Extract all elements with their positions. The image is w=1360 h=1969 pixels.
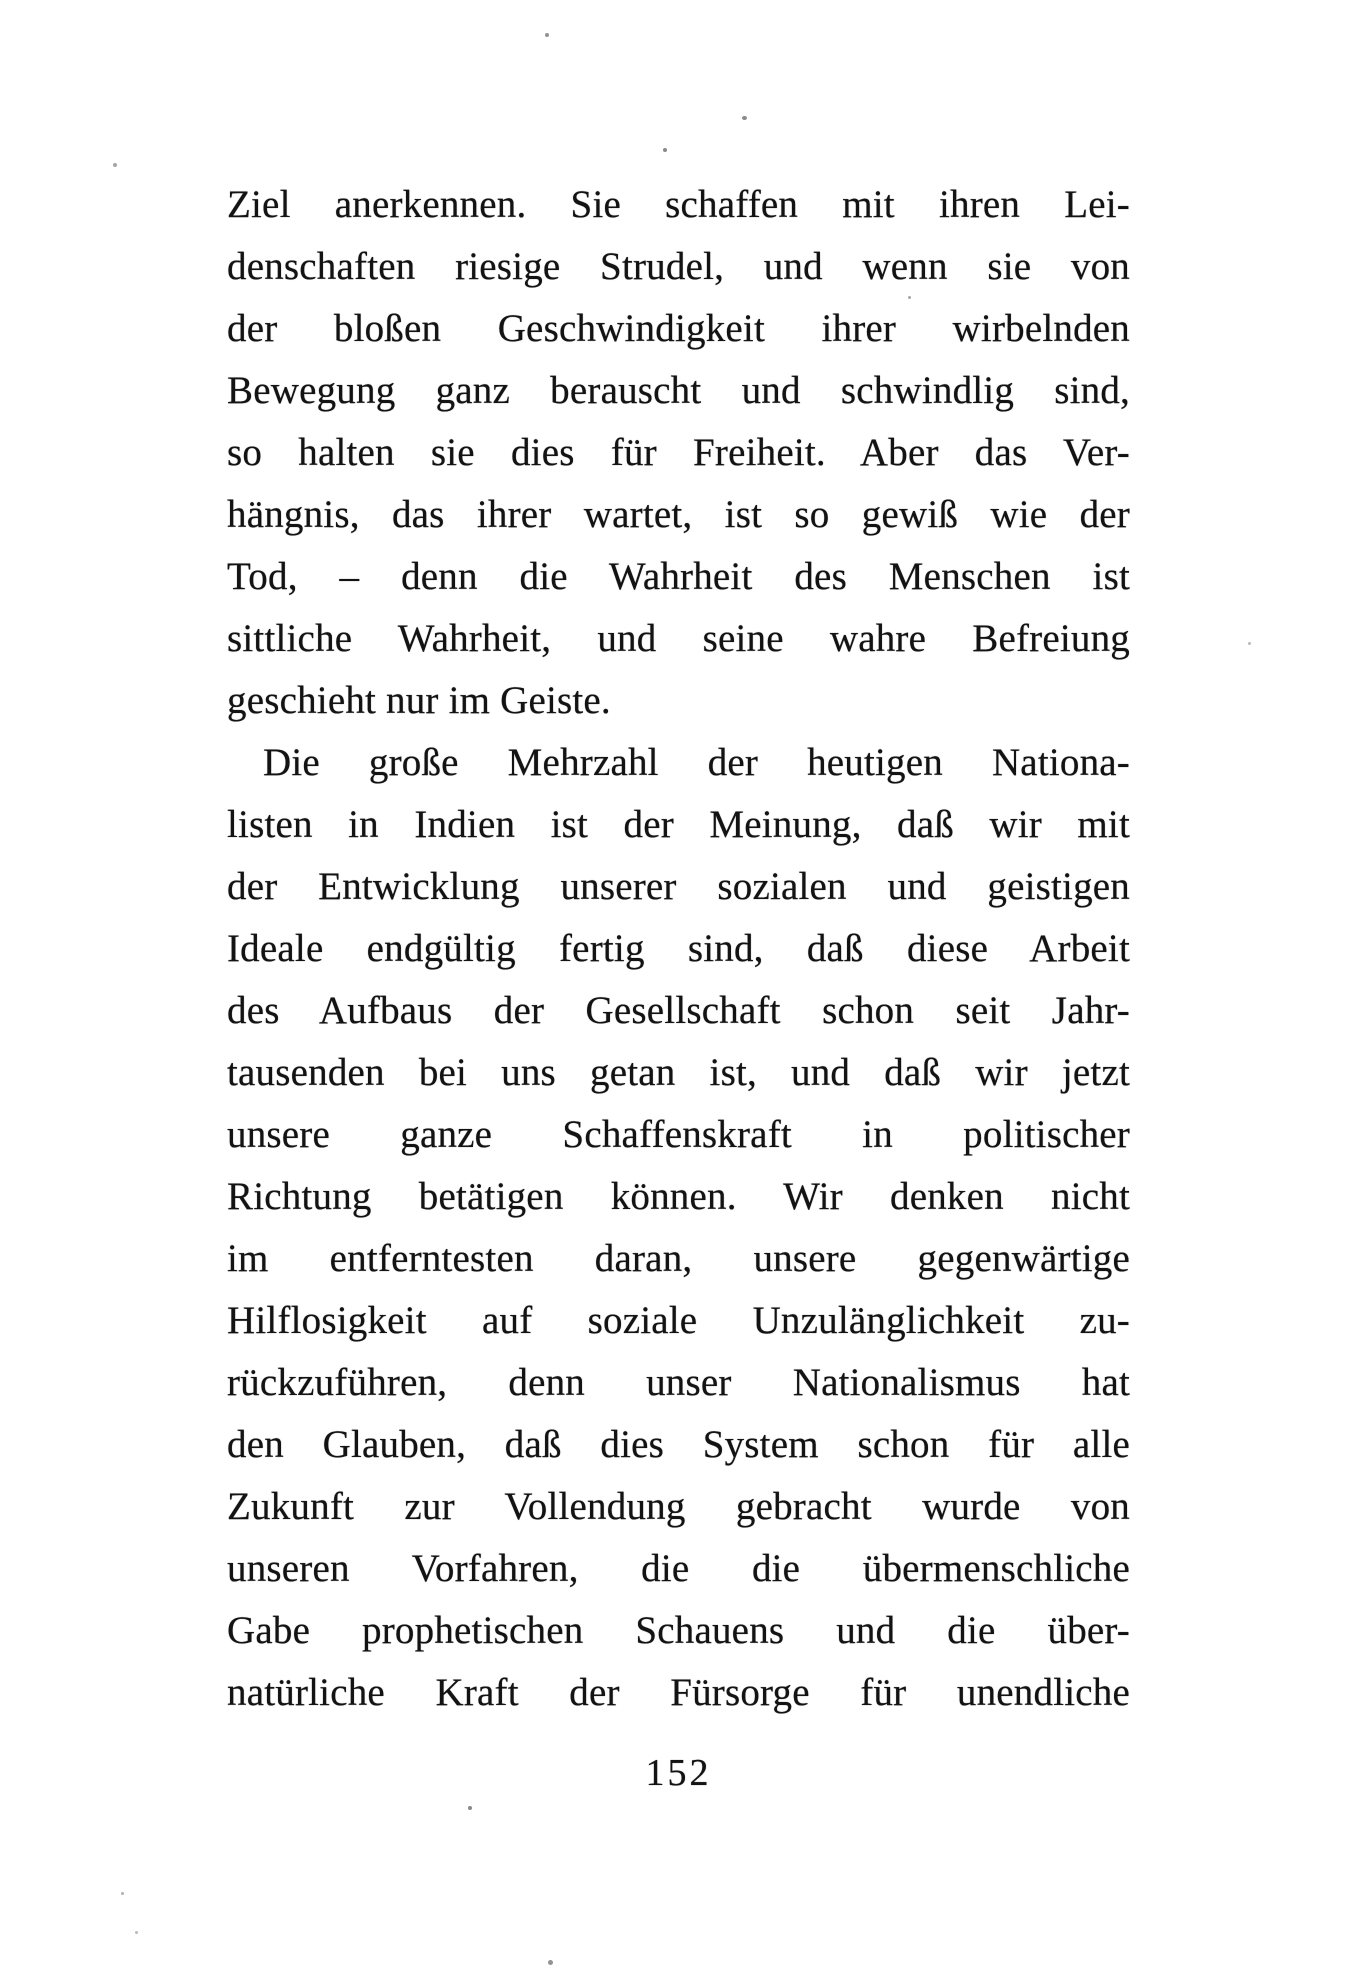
paragraph bbox=[227, 174, 1130, 732]
scan-speck bbox=[742, 116, 747, 120]
text-line: rückzuführen, denn unser Nationalismus hat bbox=[227, 1361, 1130, 1404]
scan-speck bbox=[545, 33, 549, 37]
text-line: Hilflosigkeit auf soziale Unzulänglichkeit zu- bbox=[227, 1299, 1130, 1342]
text-line: Gabe prophetischen Schauens und die über- bbox=[227, 1609, 1130, 1652]
text-line: unseren Vorfahren, die die übermenschliche bbox=[227, 1547, 1130, 1590]
text-line: hängnis, das ihrer wartet, ist so gewiß wie der bbox=[227, 493, 1130, 536]
text-line: Ziel anerkennen. Sie schaffen mit ihren Lei- bbox=[227, 183, 1130, 226]
page-number: 152 bbox=[645, 1752, 712, 1794]
scan-speck bbox=[113, 163, 117, 167]
text-line: natürliche Kraft der Fürsorge für unendliche bbox=[227, 1671, 1130, 1714]
text-line: Tod, – denn die Wahrheit des Menschen ist bbox=[227, 555, 1130, 598]
text-line: sittliche Wahrheit, und seine wahre Befreiung bbox=[227, 617, 1130, 660]
scan-speck bbox=[548, 1960, 553, 1965]
body-text bbox=[227, 174, 1130, 1724]
text-line: denschaften riesige Strudel, und wenn sie von bbox=[227, 245, 1130, 288]
text-line: Die große Mehrzahl der heutigen Nationa- bbox=[263, 741, 1130, 784]
paragraph bbox=[227, 732, 1130, 1724]
text-line: so halten sie dies für Freiheit. Aber das Ver- bbox=[227, 431, 1130, 474]
scan-speck bbox=[1248, 642, 1251, 645]
text-line: listen in Indien ist der Meinung, daß wir mit bbox=[227, 803, 1130, 846]
text-line: den Glauben, daß dies System schon für alle bbox=[227, 1423, 1130, 1466]
text-line: Ideale endgültig fertig sind, daß diese Arbeit bbox=[227, 927, 1130, 970]
text-line: im entferntesten daran, unsere gegenwärtige bbox=[227, 1237, 1130, 1280]
text-line: Bewegung ganz berauscht und schwindlig sind, bbox=[227, 369, 1130, 412]
text-line: des Aufbaus der Gesellschaft schon seit Jahr- bbox=[227, 989, 1130, 1032]
scan-speck bbox=[908, 296, 911, 299]
text-line: tausenden bei uns getan ist, und daß wir jetzt bbox=[227, 1051, 1130, 1094]
text-line: geschieht nur im Geiste. bbox=[227, 679, 611, 722]
text-line: Richtung betätigen können. Wir denken nicht bbox=[227, 1175, 1130, 1218]
scan-speck bbox=[468, 1806, 472, 1810]
scan-speck bbox=[135, 1931, 138, 1934]
text-line: der bloßen Geschwindigkeit ihrer wirbelnden bbox=[227, 307, 1130, 350]
text-line: unsere ganze Schaffenskraft in politischer bbox=[227, 1113, 1130, 1156]
scan-speck bbox=[663, 148, 667, 152]
text-line: Zukunft zur Vollendung gebracht wurde von bbox=[227, 1485, 1130, 1528]
text-line: der Entwicklung unserer sozialen und geistigen bbox=[227, 865, 1130, 908]
scan-speck bbox=[121, 1892, 124, 1895]
